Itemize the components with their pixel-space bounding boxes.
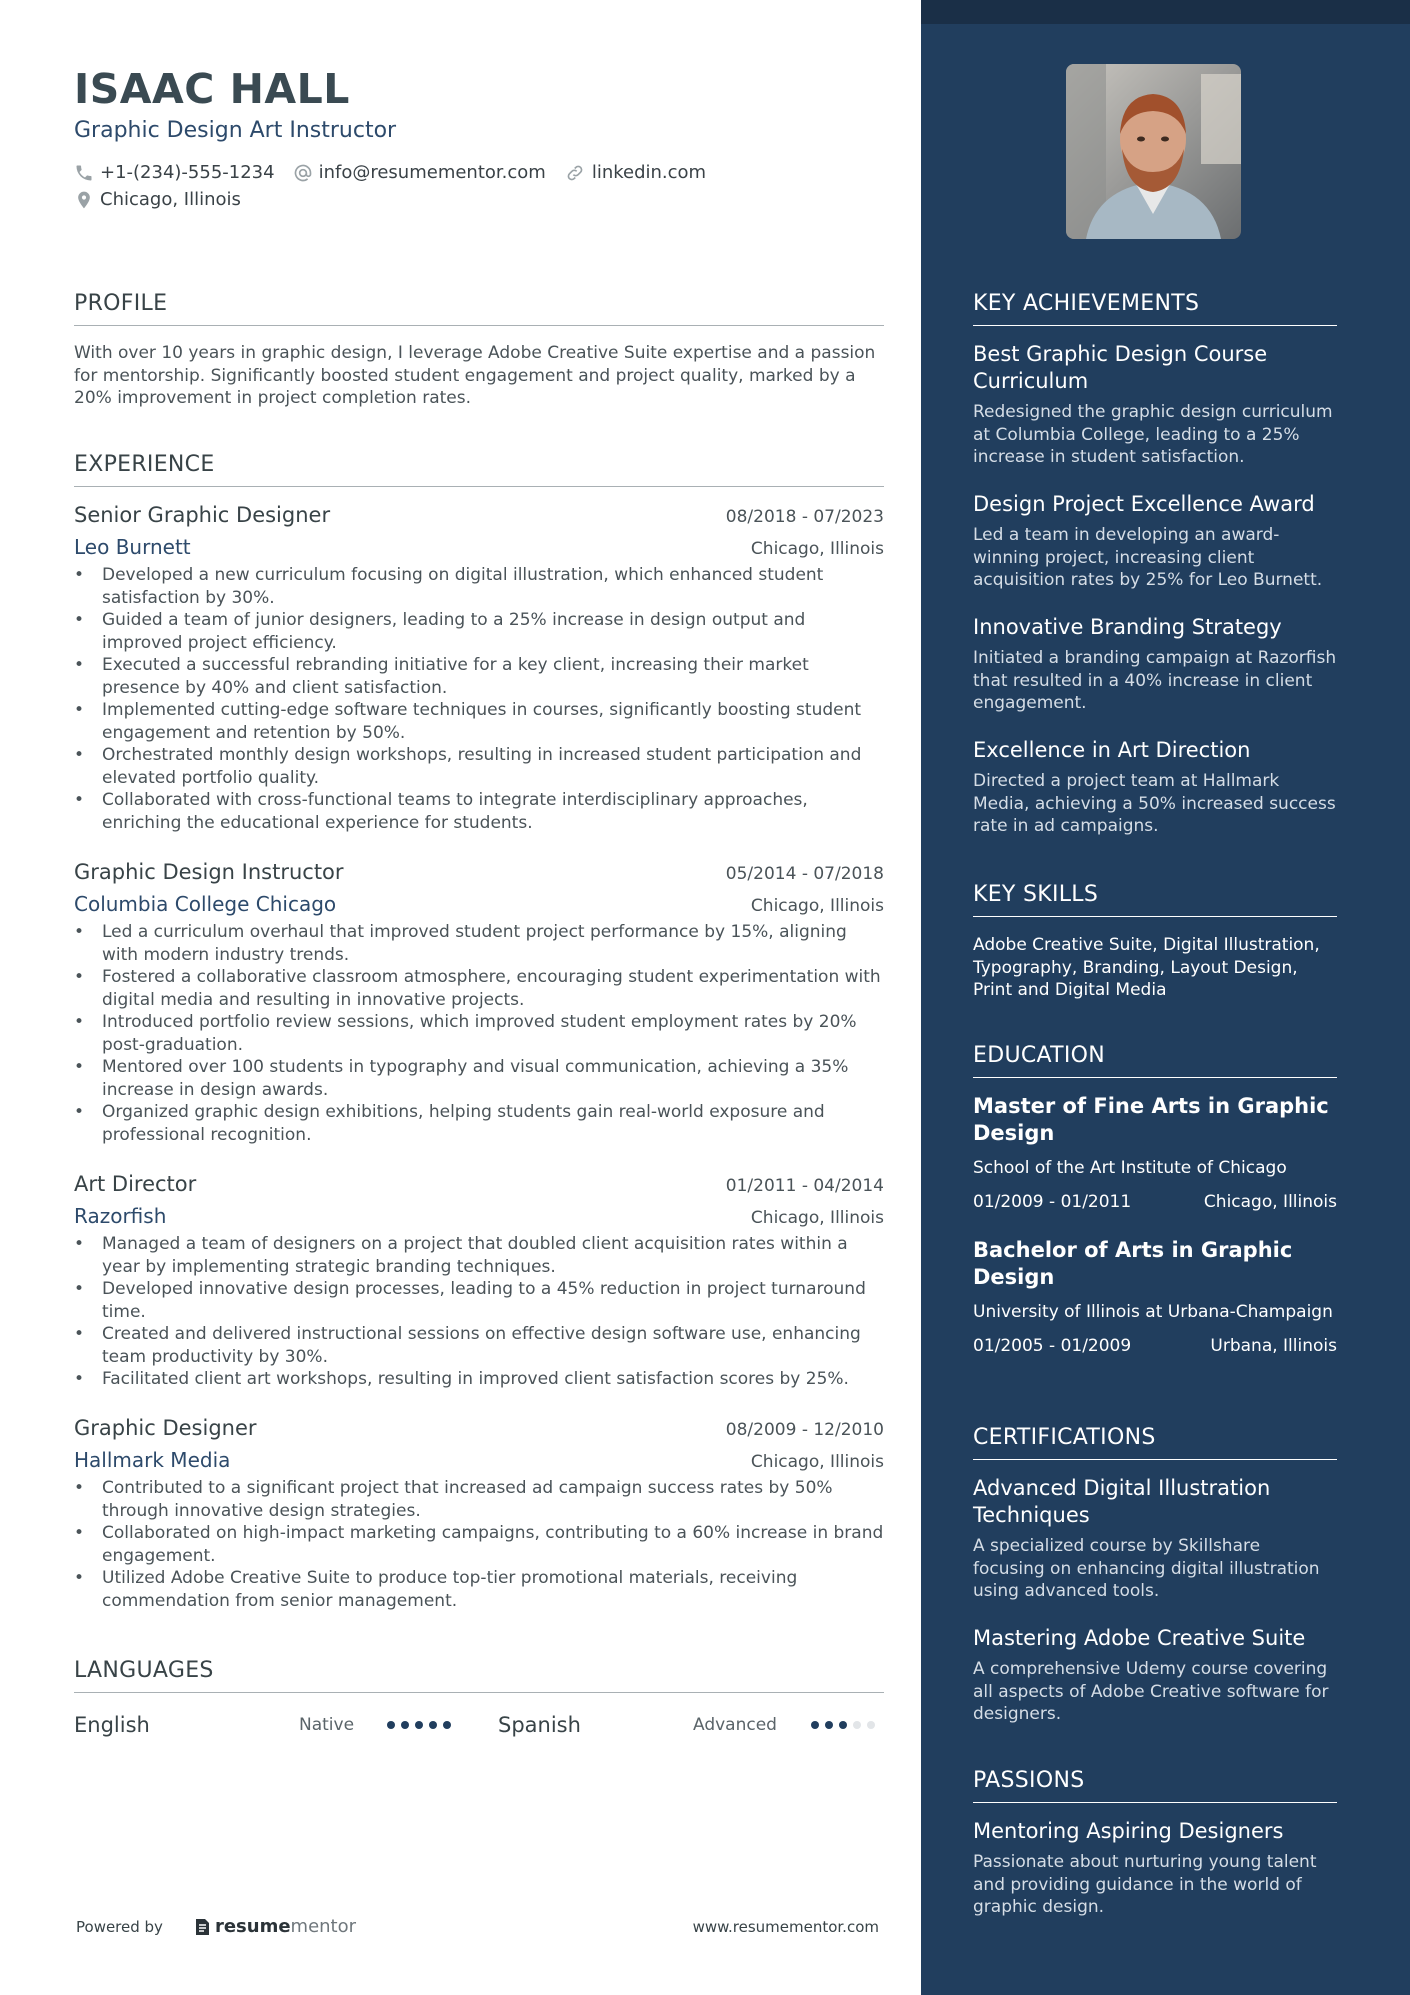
location-text: Chicago, Illinois (100, 189, 241, 210)
job-location: Chicago, Illinois (750, 539, 884, 559)
rating-dot-empty (853, 1721, 861, 1729)
resumementor-logo[interactable] (193, 1916, 356, 1937)
education-school: School of the Art Institute of Chicago (973, 1158, 1287, 1178)
at-icon (293, 163, 313, 183)
footer-powered (76, 1916, 356, 1937)
job-location: Chicago, Illinois (750, 1452, 884, 1472)
job-bullet: • Implemented cutting-edge software techniques in courses, significantly boosting student engagement and retention by 50%. (74, 699, 884, 744)
job-title: Art Director (74, 1172, 197, 1196)
achievement-item (973, 737, 1337, 838)
job-bullet: • Executed a successful rebranding initiative for a key client, increasing their market presence by 40% and client satisfaction. (74, 654, 884, 699)
job-title: Senior Graphic Designer (74, 503, 331, 527)
rating-dot-filled (387, 1721, 395, 1729)
candidate-role: Graphic Design Art Instructor (74, 118, 397, 143)
job-dates: 08/2009 - 12/2010 (725, 1420, 884, 1440)
job-bullet: • Organized graphic design exhibitions, helping students gain real-world exposure and professional recognition. (74, 1101, 884, 1146)
location-pin-icon (74, 190, 94, 210)
profile-summary (74, 342, 884, 410)
achievement-item (973, 614, 1337, 715)
job-bullet: • Managed a team of designers on a project that doubled client acquisition rates within a year by implementing strategic branding techniques. (74, 1233, 884, 1278)
job-entry (74, 500, 884, 834)
email-text: info@resumementor.com (318, 162, 546, 183)
email-contact[interactable] (293, 160, 546, 186)
education-degree: Bachelor of Arts in Graphic Design (973, 1238, 1293, 1289)
phone-icon (74, 163, 94, 183)
profile-heading: PROFILE (74, 289, 884, 326)
job-bullet: • Collaborated with cross-functional teams to integrate interdisciplinary approaches, enriching the educational experience for students. (74, 789, 884, 834)
achievement-title: Excellence in Art Direction (973, 738, 1251, 762)
passion-title: Mentoring Aspiring Designers (973, 1819, 1284, 1843)
footer-url[interactable]: www.resumementor.com (692, 1918, 879, 1936)
rating-dot-filled (415, 1721, 423, 1729)
job-bullets (74, 1233, 884, 1391)
location-contact (74, 187, 259, 213)
certification-text: A comprehensive Udemy course covering all aspects of Adobe Creative software for designers. (973, 1659, 1329, 1724)
certification-text: A specialized course by Skillshare focusing on enhancing digital illustration using advanced tools. (973, 1536, 1320, 1601)
profile-line: for mentorship. Significantly boosted student engagement and project quality, marked by a (74, 365, 856, 386)
job-bullet: • Orchestrated monthly design workshops, resulting in increased student participation and elevated portfolio quality. (74, 744, 884, 789)
job-location: Chicago, Illinois (750, 1208, 884, 1228)
phone-text: +1-(234)-555-1234 (100, 162, 275, 183)
resumementor-logo-icon (193, 1917, 211, 1937)
job-bullet: • Developed a new curriculum focusing on digital illustration, which enhanced student satisfaction by 30%. (74, 564, 884, 609)
certifications-heading: CERTIFICATIONS (973, 1423, 1337, 1460)
job-bullets (74, 564, 884, 834)
job-bullet: • Introduced portfolio review sessions, which improved student employment rates by 20% post-graduation. (74, 1011, 884, 1056)
language-level: Advanced (693, 1715, 777, 1735)
education-dates: 01/2009 - 01/2011 (973, 1191, 1132, 1212)
education-school: University of Illinois at Urbana-Champaign (973, 1302, 1333, 1322)
profile-photo (1066, 64, 1241, 239)
job-bullet: • Led a curriculum overhaul that improved student project performance by 15%, aligning with modern industry trends. (74, 921, 884, 966)
job-bullet: • Guided a team of junior designers, leading to a 25% increase in design output and improved project efficiency. (74, 609, 884, 654)
education-dates: 01/2005 - 01/2009 (973, 1335, 1132, 1356)
job-bullet: • Created and delivered instructional sessions on effective design software use, enhancing team productivity by 30%. (74, 1323, 884, 1368)
achievement-title: Innovative Branding Strategy (973, 615, 1282, 639)
job-company: Razorfish (74, 1204, 167, 1228)
education-location: Urbana, Illinois (1210, 1335, 1337, 1356)
rating-dot-filled (443, 1721, 451, 1729)
rating-dot-filled (839, 1721, 847, 1729)
passion-text: Passionate about nurturing young talent and providing guidance in the world of graphic design. (973, 1852, 1317, 1917)
rating-dot-empty (867, 1721, 875, 1729)
candidate-name: ISAAC HALL (74, 65, 350, 113)
job-bullet: • Facilitated client art workshops, resulting in improved client satisfaction scores by 25%. (74, 1368, 884, 1391)
profile-photo-image (1066, 64, 1241, 239)
job-company: Leo Burnett (74, 535, 191, 559)
location-item (74, 187, 241, 213)
language-name: Spanish (498, 1713, 581, 1737)
rating-dot-filled (429, 1721, 437, 1729)
achievement-item (973, 491, 1337, 592)
languages-heading: LANGUAGES (74, 1656, 884, 1693)
language-name: English (74, 1713, 150, 1737)
rating-dot-filled (825, 1721, 833, 1729)
rating-dot-filled (401, 1721, 409, 1729)
achievement-text: Directed a project team at Hallmark Media, achieving a 50% increased success rate in ad campaigns. (973, 771, 1336, 836)
passion-item (973, 1818, 1337, 1919)
education-location: Chicago, Illinois (1203, 1191, 1337, 1212)
skills-text: Adobe Creative Suite, Digital Illustration, Typography, Branding, Layout Design, Print and Digital Media (973, 935, 1320, 1000)
job-bullet: • Collaborated on high-impact marketing campaigns, contributing to a 60% increase in brand engagement. (74, 1522, 884, 1567)
certification-item (973, 1475, 1337, 1603)
job-bullet: • Contributed to a significant project that increased ad campaign success rates by 50% through innovative design strategies. (74, 1477, 884, 1522)
achievement-text: Redesigned the graphic design curriculum at Columbia College, leading to a 25% increase in student satisfaction. (973, 402, 1333, 467)
profile-line: With over 10 years in graphic design, I leverage Adobe Creative Suite expertise and a passion (74, 343, 876, 363)
linkedin-text: linkedin.com (591, 162, 707, 183)
rating-dot-filled (811, 1721, 819, 1729)
linkedin-contact[interactable] (564, 160, 706, 186)
job-company: Columbia College Chicago (74, 892, 337, 916)
languages-row (74, 1708, 884, 1742)
job-entry (74, 1413, 884, 1612)
phone-contact[interactable] (74, 160, 275, 186)
education-heading: EDUCATION (973, 1041, 1337, 1078)
job-dates: 05/2014 - 07/2018 (725, 864, 884, 884)
language-level: Native (299, 1715, 355, 1735)
language-rating (811, 1721, 881, 1729)
passions-heading: PASSIONS (973, 1766, 1337, 1803)
achievement-text: Initiated a branding campaign at Razorfish that resulted in a 40% increase in client engagement. (973, 648, 1337, 713)
job-dates: 01/2011 - 04/2014 (725, 1176, 884, 1196)
job-bullet: • Utilized Adobe Creative Suite to produce top-tier promotional materials, receiving commendation from senior management. (74, 1567, 884, 1612)
job-title: Graphic Designer (74, 1416, 257, 1440)
certification-title: Advanced Digital Illustration Techniques (973, 1476, 1271, 1527)
job-entry (74, 857, 884, 1146)
language-rating (387, 1721, 457, 1729)
job-entry (74, 1169, 884, 1391)
link-icon (564, 163, 586, 183)
contact-row (74, 160, 724, 186)
education-item (973, 1093, 1337, 1214)
job-bullets (74, 921, 884, 1146)
achievement-title: Design Project Excellence Award (973, 492, 1315, 516)
job-bullets (74, 1477, 884, 1612)
sidebar-top-bar (921, 0, 1410, 24)
job-location: Chicago, Illinois (750, 896, 884, 916)
job-bullet: • Fostered a collaborative classroom atmosphere, encouraging student experimentation with digital media and resulting in innovative projects. (74, 966, 884, 1011)
brand-bold: resume (214, 1916, 291, 1937)
skills-heading: KEY SKILLS (973, 880, 1337, 917)
powered-by-label: Powered by (76, 1917, 163, 1936)
achievement-text: Led a team in developing an award-winning project, increasing client acquisition rates by 25% for Leo Burnett. (973, 525, 1323, 590)
profile-line: 20% improvement in project completion rates. (74, 388, 472, 408)
job-bullet: • Developed innovative design processes, leading to a 45% reduction in project turnaround time. (74, 1278, 884, 1323)
job-dates: 08/2018 - 07/2023 (725, 507, 884, 527)
education-item (973, 1237, 1337, 1358)
achievements-heading: KEY ACHIEVEMENTS (973, 289, 1337, 326)
education-degree: Master of Fine Arts in Graphic Design (973, 1094, 1329, 1145)
achievement-title: Best Graphic Design Course Curriculum (973, 342, 1268, 393)
experience-heading: EXPERIENCE (74, 450, 884, 487)
brand-light: mentor (290, 1916, 357, 1937)
sidebar (921, 0, 1410, 1995)
job-company: Hallmark Media (74, 1448, 231, 1472)
job-bullet: • Mentored over 100 students in typography and visual communication, achieving a 35% increase in design awards. (74, 1056, 884, 1101)
certification-item (973, 1625, 1337, 1726)
achievement-item (973, 341, 1337, 469)
certification-title: Mastering Adobe Creative Suite (973, 1626, 1306, 1650)
job-title: Graphic Design Instructor (74, 860, 344, 884)
